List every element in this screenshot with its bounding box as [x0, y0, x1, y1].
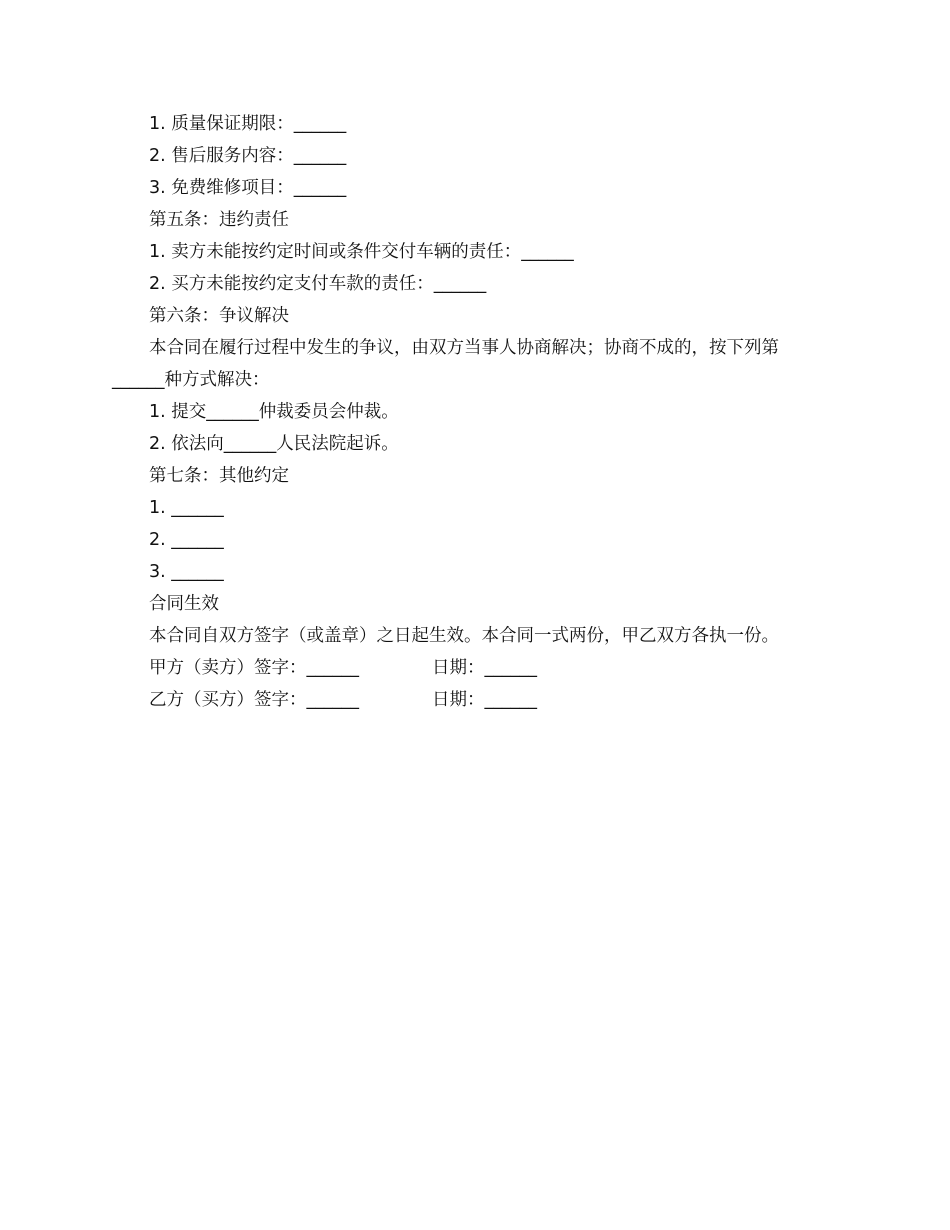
dispute-paragraph-line2: ______种方式解决： — [112, 370, 270, 390]
after-sales-service-item: 2. 售后服务内容：______ — [149, 146, 347, 166]
seller-date-field: 日期：______ — [432, 658, 537, 678]
arbitration-item: 1. 提交______仲裁委员会仲裁。 — [149, 402, 399, 422]
contract-body — [112, 108, 832, 716]
signature-row-buyer — [112, 684, 832, 716]
lawsuit-item: 2. 依法向______人民法院起诉。 — [149, 434, 399, 454]
section7-heading: 第七条：其他约定 — [149, 466, 289, 486]
seller-signature-field: 甲方（卖方）签字：______ — [149, 658, 359, 678]
signature-row-seller — [112, 652, 832, 684]
seller-liability-item: 1. 卖方未能按约定时间或条件交付车辆的责任：______ — [149, 242, 574, 262]
dispute-paragraph-line1: 本合同在履行过程中发生的争议，由双方当事人协商解决；协商不成的，按下列第 — [149, 338, 779, 358]
effect-paragraph: 本合同自双方签字（或盖章）之日起生效。本合同一式两份，甲乙双方各执一份。 — [149, 626, 779, 646]
effect-heading: 合同生效 — [149, 594, 219, 614]
free-repair-item: 3. 免费维修项目：______ — [149, 178, 347, 198]
warranty-period-item: 1. 质量保证期限：______ — [149, 114, 347, 134]
section5-heading: 第五条：违约责任 — [149, 210, 289, 230]
buyer-signature-field: 乙方（买方）签字：______ — [149, 690, 359, 710]
section6-heading: 第六条：争议解决 — [149, 306, 289, 326]
other-agreement-item: 1. ______ — [149, 498, 224, 518]
other-agreement-item: 3. ______ — [149, 562, 224, 582]
other-agreement-item: 2. ______ — [149, 530, 224, 550]
buyer-liability-item: 2. 买方未能按约定支付车款的责任：______ — [149, 274, 487, 294]
buyer-date-field: 日期：______ — [432, 690, 537, 710]
